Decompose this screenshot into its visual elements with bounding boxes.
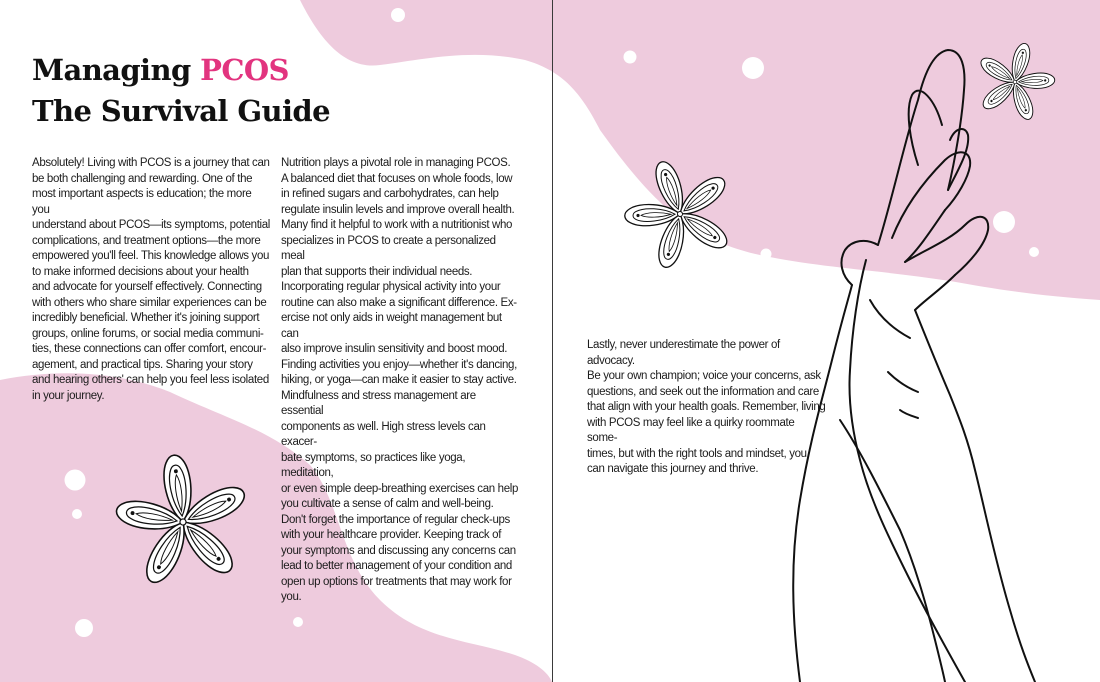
decor-dot <box>1029 247 1039 257</box>
title-accent: PCOS <box>200 53 289 87</box>
decor-dot <box>742 57 764 79</box>
body-column-2: Nutrition plays a pivotal role in managing PCOS. A balanced diet that focuses on whole foods, low in refined sugars and carbohydrates, can help regulate insulin levels and improve overall health. Many find it helpful to work with a nutritionist who specializes in PCOS to create a personalized meal plan that supports their individual needs. Incorporating regular physical activity into your routine can also make a significant difference. Ex- ercise not only aids in weight management but can also improve insulin sensitivity and boost mood. Finding activities you enjoy—whether it's dancing, hiking, or yoga—can make it easier to stay active. Mindfulness and stress management are essential components as well. High stress levels can exacer- bate symptoms, so practices like yoga, meditation, or even simple deep-breathing exercises can help you cultivate a sense of calm and well-being. Don't forget the importance of regular check-ups with your healthcare provider. Keeping track of your symptoms and discussing any concerns can lead to better management of your condition and open up options for treatments that may work for you. <box>281 157 518 603</box>
decor-dot <box>993 211 1015 233</box>
page-title <box>32 50 330 132</box>
decor-dot <box>65 470 86 491</box>
decor-dot <box>293 617 303 627</box>
decor-dot <box>761 249 772 260</box>
decor-dot <box>624 51 637 64</box>
page-gutter <box>552 0 553 682</box>
title-subtitle: The Survival Guide <box>32 94 330 128</box>
decor-dot <box>72 509 82 519</box>
body-column-1: Absolutely! Living with PCOS is a journey that can be both challenging and rewarding. One of the most important aspects is education; the more you understand about PCOS—its symptoms, potential complications, and treatment options—the more empowered you'll feel. This knowledge allows you to make informed decisions about your health and advocate for yourself effectively. Connecting with others who share similar experiences can be incredibly beneficial. Whether it's joining support groups, online forums, or social media communi- ties, these connections can offer comfort, encour- agement, and practical tips. Sharing your story and hearing others' can help you feel less isolated in your journey. <box>32 157 271 402</box>
decor-dot <box>391 8 405 22</box>
body-column-3: Lastly, never underestimate the power of advocacy. Be your own champion; voice your concerns, ask questions, and seek out the information and care that align with your health goals. Remember, living with PCOS may feel like a quirky roommate some- times, but with the right tools and mindset, you can navigate this journey and thrive. <box>587 339 826 475</box>
title-prefix: Managing <box>32 53 191 87</box>
decor-dot <box>75 619 93 637</box>
